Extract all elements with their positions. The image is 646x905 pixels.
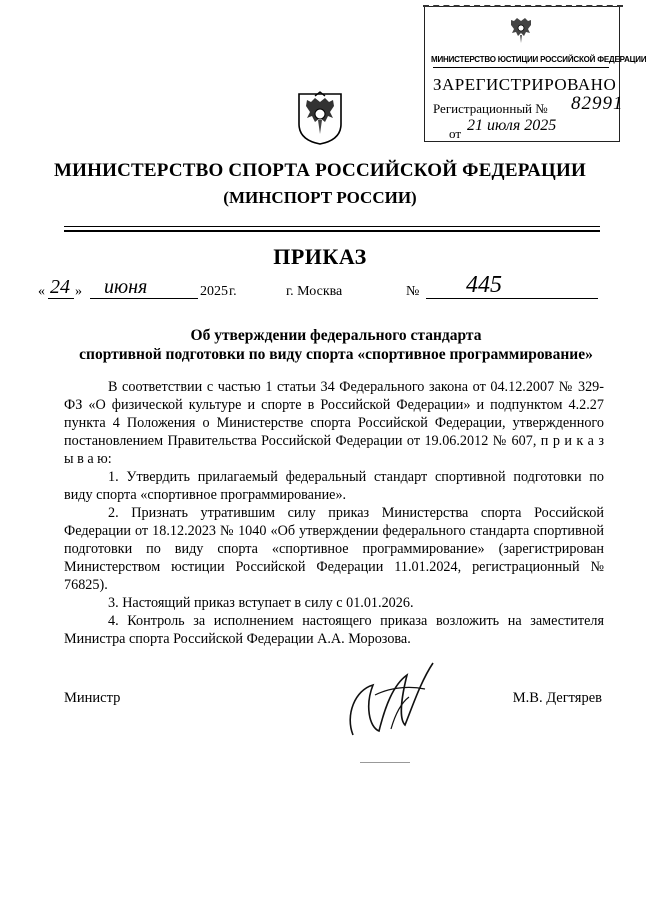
document-number: 445 — [466, 272, 502, 298]
ministry-title: МИНИСТЕРСТВО СПОРТА РОССИЙСКОЙ ФЕДЕРАЦИИ — [54, 160, 586, 181]
coat-of-arms-icon — [293, 90, 347, 146]
document-city: г. Москва — [286, 284, 343, 299]
bottom-divider — [360, 762, 410, 763]
subject-line-1: Об утверждении федерального стандарта — [190, 327, 482, 344]
document-body — [64, 378, 604, 648]
body-paragraph-3: 3. Настоящий приказ вступает в силу с 01.01.2026. — [108, 595, 414, 611]
body-paragraph-1: 1. Утвердить прилагаемый федеральный стандарт спортивной подготовки по виду спорта «спортивное программирование». — [64, 469, 604, 503]
subject-line-2: спортивной подготовки по виду спорта «спортивное программирование» — [79, 346, 593, 363]
body-paragraph-preamble: В соответствии с частью 1 статьи 34 Федерального закона от 04.12.2007 № 329-ФЗ «О физической культуре и спорте в Российской Федерации» и подпунктом 4.2.27 пункта 4 Положения о Министерстве спорта Российской Федерации, утвержденного постановлением Правительства Российской Федерации от 19.06.2012 № 607, п р и к а з ы в а ю: — [64, 379, 604, 467]
header-rule-thin — [64, 226, 600, 227]
date-suffix: г. — [229, 284, 237, 299]
number-label: № — [406, 284, 420, 299]
document-subject — [60, 326, 612, 364]
date-month-underline — [90, 298, 198, 299]
date-day: 24 — [50, 276, 70, 298]
signatory-role: Министр — [64, 690, 121, 706]
document-type: ПРИКАЗ — [273, 244, 367, 269]
date-year: 2025 — [200, 284, 228, 299]
stamp-coat-of-arms-icon — [507, 15, 535, 45]
handwritten-signature-icon — [335, 645, 440, 745]
stamp-regdate-prefix: от — [449, 126, 462, 141]
stamp-ministry: МИНИСТЕРСТВО ЮСТИЦИИ РОССИЙСКОЙ ФЕДЕРАЦИИ — [431, 55, 646, 64]
registration-stamp — [424, 6, 646, 142]
date-close-quote: » — [75, 284, 82, 299]
ministry-short-name: (МИНСПОРТ РОССИИ) — [223, 188, 417, 207]
stamp-divider — [433, 67, 609, 68]
body-paragraph-4: 4. Контроль за исполнением настоящего приказа возложить на заместителя Министра спорта Российской Федерации А.А. Морозова. — [64, 613, 604, 647]
stamp-regdate-value: 21 июля 2025 — [467, 117, 557, 134]
stamp-dashed-edge — [423, 5, 623, 7]
date-number-row — [0, 272, 640, 304]
body-paragraph-2: 2. Признать утратившим силу приказ Министерства спорта Российской Федерации от 18.12.2023 № 1040 «Об утверждении федерального стандарта спортивной подготовки по виду спорта «спортивное программирование» (зарегистрирован Министерством юстиции Российской Федерации 11.01.2024, регистрационный № 76825). — [64, 505, 604, 593]
signatory-name: М.В. Дегтярев — [512, 690, 602, 706]
date-open-quote: « — [38, 284, 45, 299]
stamp-registered: ЗАРЕГИСТРИРОВАНО — [433, 75, 617, 94]
stamp-regno-label: Регистрационный № — [433, 101, 548, 116]
header-rule-thick — [64, 230, 600, 232]
stamp-regno-value: 82991 — [571, 93, 624, 114]
number-underline — [426, 298, 598, 299]
date-month: июня — [104, 276, 148, 298]
date-day-underline — [48, 298, 74, 299]
